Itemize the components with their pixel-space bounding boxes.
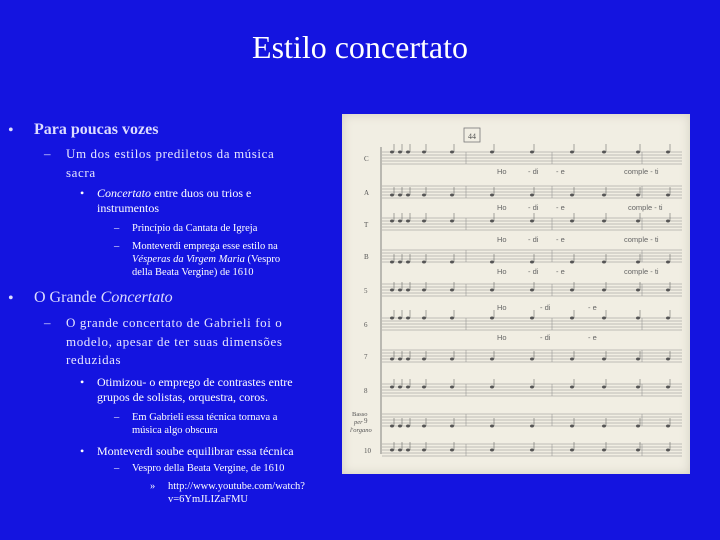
note-head: [422, 358, 426, 361]
staff-label: 6: [364, 321, 368, 329]
note-head: [530, 386, 534, 389]
note-head: [422, 449, 426, 452]
note-head: [666, 220, 670, 223]
section1-sub4-line3: della Beata Vergine) de 1610: [132, 267, 254, 278]
section2-sub1-line1: O grande concertato de Gabrieli foi o: [66, 315, 283, 330]
note-head: [422, 261, 426, 264]
note-head: [570, 151, 574, 154]
dash-marker: –: [114, 223, 120, 234]
note-head: [570, 317, 574, 320]
note-head: [602, 289, 606, 292]
music-score-image: [342, 114, 690, 474]
section2-sub1: [66, 314, 283, 370]
note-head: [390, 317, 394, 320]
note-head: [398, 317, 402, 320]
note-head: [450, 386, 454, 389]
section1-sub3: Princípio da Cantata de Igreja: [132, 223, 258, 234]
note-head: [570, 425, 574, 428]
note-head: [602, 151, 606, 154]
dash-marker: –: [44, 315, 52, 330]
lyric-syllable: - di: [528, 203, 539, 212]
note-head: [406, 289, 410, 292]
note-head: [636, 317, 640, 320]
note-head: [406, 425, 410, 428]
note-head: [666, 151, 670, 154]
lyric-syllable: - e: [588, 333, 597, 342]
lyric-syllable: comple - ti: [624, 235, 659, 244]
note-head: [450, 317, 454, 320]
note-head: [406, 261, 410, 264]
note-head: [450, 151, 454, 154]
note-head: [490, 386, 494, 389]
section1-heading: Para poucas vozes: [34, 121, 159, 138]
staff-label: B: [364, 253, 369, 261]
youtube-link-line2[interactable]: v=6YmJLIZaFMU: [168, 494, 249, 505]
staff: [364, 144, 682, 164]
section1-sub2-line1: entre duos ou trios e: [151, 186, 252, 200]
note-head: [398, 425, 402, 428]
note-head: [406, 220, 410, 223]
staff: [364, 310, 682, 330]
dash-marker: –: [114, 463, 120, 474]
note-head: [490, 289, 494, 292]
note-head: [602, 194, 606, 197]
staff-label: 5: [364, 287, 368, 295]
note-head: [398, 386, 402, 389]
note-head: [398, 151, 402, 154]
staff: [364, 442, 682, 456]
note-head: [570, 261, 574, 264]
section1-sub4-line2: (Vespro: [244, 254, 281, 265]
staff-label: 7: [364, 353, 368, 361]
note-head: [422, 151, 426, 154]
note-head: [636, 358, 640, 361]
staff-label: C: [364, 155, 369, 163]
note-head: [422, 317, 426, 320]
note-head: [636, 386, 640, 389]
note-head: [490, 194, 494, 197]
note-head: [602, 425, 606, 428]
note-head: [666, 386, 670, 389]
lyric-syllable: Ho: [497, 303, 507, 312]
note-head: [390, 358, 394, 361]
section2-heading-plain: O Grande: [34, 289, 101, 306]
lyrics-group: [497, 167, 663, 342]
organ-label-3: l'organo: [350, 427, 372, 434]
page-number: 44: [468, 132, 476, 141]
section2-sub1-line3: reduzidas: [66, 352, 122, 367]
note-head: [530, 358, 534, 361]
lyric-syllable: Ho: [497, 167, 507, 176]
lyric-syllable: comple - ti: [624, 167, 659, 176]
staff: [364, 379, 682, 396]
note-head: [570, 289, 574, 292]
note-head: [570, 194, 574, 197]
section2-sub5: Vespro della Beata Vergine, de 1610: [132, 463, 285, 474]
staff: [364, 414, 682, 428]
youtube-link[interactable]: [168, 480, 305, 506]
note-head: [490, 220, 494, 223]
section1-sub2: [97, 186, 251, 216]
section1-sub2-line2: instrumentos: [97, 201, 159, 215]
section2-sub4: Monteverdi soube equilibrar essa técnica: [97, 444, 294, 458]
note-head: [398, 261, 402, 264]
note-head: [422, 220, 426, 223]
lyric-syllable: Ho: [497, 203, 507, 212]
note-head: [602, 358, 606, 361]
note-head: [450, 261, 454, 264]
dash-marker: –: [114, 241, 120, 252]
section1-sub4: [132, 240, 280, 279]
note-head: [450, 425, 454, 428]
note-head: [602, 261, 606, 264]
lyric-syllable: - di: [528, 235, 539, 244]
note-head: [666, 425, 670, 428]
note-head: [666, 358, 670, 361]
lyric-syllable: Ho: [497, 333, 507, 342]
vesperas-italic: Vésperas da Virgem Maria: [132, 254, 245, 265]
lyric-syllable: - e: [556, 267, 565, 276]
staff-label: 10: [364, 447, 371, 455]
note-head: [490, 358, 494, 361]
note-head: [406, 449, 410, 452]
note-head: [636, 449, 640, 452]
note-head: [450, 220, 454, 223]
note-head: [530, 220, 534, 223]
lyric-syllable: - e: [556, 203, 565, 212]
note-head: [602, 317, 606, 320]
staff: [364, 250, 682, 264]
note-head: [422, 425, 426, 428]
note-head: [398, 194, 402, 197]
note-head: [390, 261, 394, 264]
note-head: [636, 151, 640, 154]
staff: [364, 213, 682, 230]
section2-sub2-line1: Otimizou- o emprego de contrastes entre: [97, 375, 293, 389]
note-head: [530, 317, 534, 320]
note-head: [490, 449, 494, 452]
note-head: [602, 386, 606, 389]
lyric-syllable: - di: [540, 333, 551, 342]
note-head: [602, 220, 606, 223]
note-head: [490, 261, 494, 264]
note-head: [636, 194, 640, 197]
section2-sub2-line2: grupos de solistas, orquestra, coros.: [97, 390, 268, 404]
lyric-syllable: - di: [528, 167, 539, 176]
note-head: [406, 194, 410, 197]
note-head: [666, 261, 670, 264]
note-head: [666, 194, 670, 197]
note-head: [398, 220, 402, 223]
lyric-syllable: - e: [588, 303, 597, 312]
note-head: [530, 151, 534, 154]
note-head: [422, 289, 426, 292]
note-head: [390, 220, 394, 223]
lyric-syllable: - di: [540, 303, 551, 312]
section2-sub2: [97, 375, 293, 405]
note-head: [530, 425, 534, 428]
section2-sub1-line2: modelo, apesar de ter suas dimensões: [66, 333, 283, 349]
section1-sub4-line1: Monteverdi emprega esse estilo na: [132, 241, 278, 252]
note-head: [636, 261, 640, 264]
slide-title: Estilo concertato: [252, 29, 468, 65]
organ-label-1: Basso: [352, 411, 368, 418]
section1-sub1-line1: Um dos estilos prediletos da música: [66, 146, 275, 161]
note-head: [406, 151, 410, 154]
section2-sub3-line2: música algo obscura: [132, 425, 218, 436]
note-head: [422, 386, 426, 389]
note-head: [570, 220, 574, 223]
dash-marker: –: [114, 412, 120, 423]
section2-sub3-line1: Em Gabrieli essa técnica tornava a: [132, 412, 278, 423]
lyric-syllable: - e: [556, 167, 565, 176]
note-head: [636, 289, 640, 292]
note-head: [390, 151, 394, 154]
section2-sub3: [132, 411, 277, 437]
note-head: [390, 386, 394, 389]
dash-marker: –: [44, 146, 52, 161]
section2-heading: [34, 288, 173, 308]
youtube-link-line1[interactable]: http://www.youtube.com/watch?: [168, 481, 305, 492]
staff-label: 8: [364, 387, 368, 395]
concertato-italic: Concertato: [97, 186, 151, 200]
note-head: [636, 425, 640, 428]
note-head: [570, 386, 574, 389]
note-head: [490, 425, 494, 428]
note-head: [602, 449, 606, 452]
lyric-syllable: - di: [528, 267, 539, 276]
note-head: [490, 151, 494, 154]
bullet-marker: •: [80, 444, 85, 458]
staff-label: 9: [364, 417, 368, 425]
lyric-syllable: - e: [556, 235, 565, 244]
note-head: [422, 194, 426, 197]
note-head: [490, 317, 494, 320]
note-head: [530, 289, 534, 292]
organ-label-2: per: [354, 419, 363, 426]
note-head: [406, 317, 410, 320]
note-head: [666, 289, 670, 292]
note-head: [398, 358, 402, 361]
lyric-syllable: Ho: [497, 267, 507, 276]
staff-label: T: [364, 221, 369, 229]
lyric-syllable: Ho: [497, 235, 507, 244]
staff: [364, 186, 682, 198]
arrow-marker: »: [150, 481, 156, 492]
staff: [364, 350, 682, 362]
bullet-marker: •: [80, 186, 85, 200]
staff-label: A: [364, 189, 370, 197]
note-head: [530, 449, 534, 452]
note-head: [450, 449, 454, 452]
note-head: [636, 220, 640, 223]
lyric-syllable: comple - ti: [624, 267, 659, 276]
staff: [364, 282, 682, 296]
note-head: [398, 449, 402, 452]
note-head: [570, 358, 574, 361]
note-head: [390, 289, 394, 292]
note-head: [666, 317, 670, 320]
bullet-marker: •: [8, 122, 14, 139]
note-head: [530, 261, 534, 264]
note-head: [450, 289, 454, 292]
score-drawing: [342, 114, 690, 474]
staves-group: [364, 144, 682, 456]
note-head: [530, 194, 534, 197]
note-head: [450, 358, 454, 361]
note-head: [398, 289, 402, 292]
note-head: [390, 194, 394, 197]
bullet-marker: •: [80, 375, 85, 389]
note-head: [666, 449, 670, 452]
note-head: [570, 449, 574, 452]
note-head: [406, 386, 410, 389]
section1-sub1-line2: sacra: [66, 164, 96, 180]
section1-sub1: [66, 145, 274, 182]
section2-heading-italic: Concertato: [100, 289, 173, 306]
note-head: [406, 358, 410, 361]
note-head: [450, 194, 454, 197]
note-head: [390, 449, 394, 452]
note-head: [390, 425, 394, 428]
bullet-marker: •: [8, 290, 14, 307]
lyric-syllable: comple - ti: [628, 203, 663, 212]
